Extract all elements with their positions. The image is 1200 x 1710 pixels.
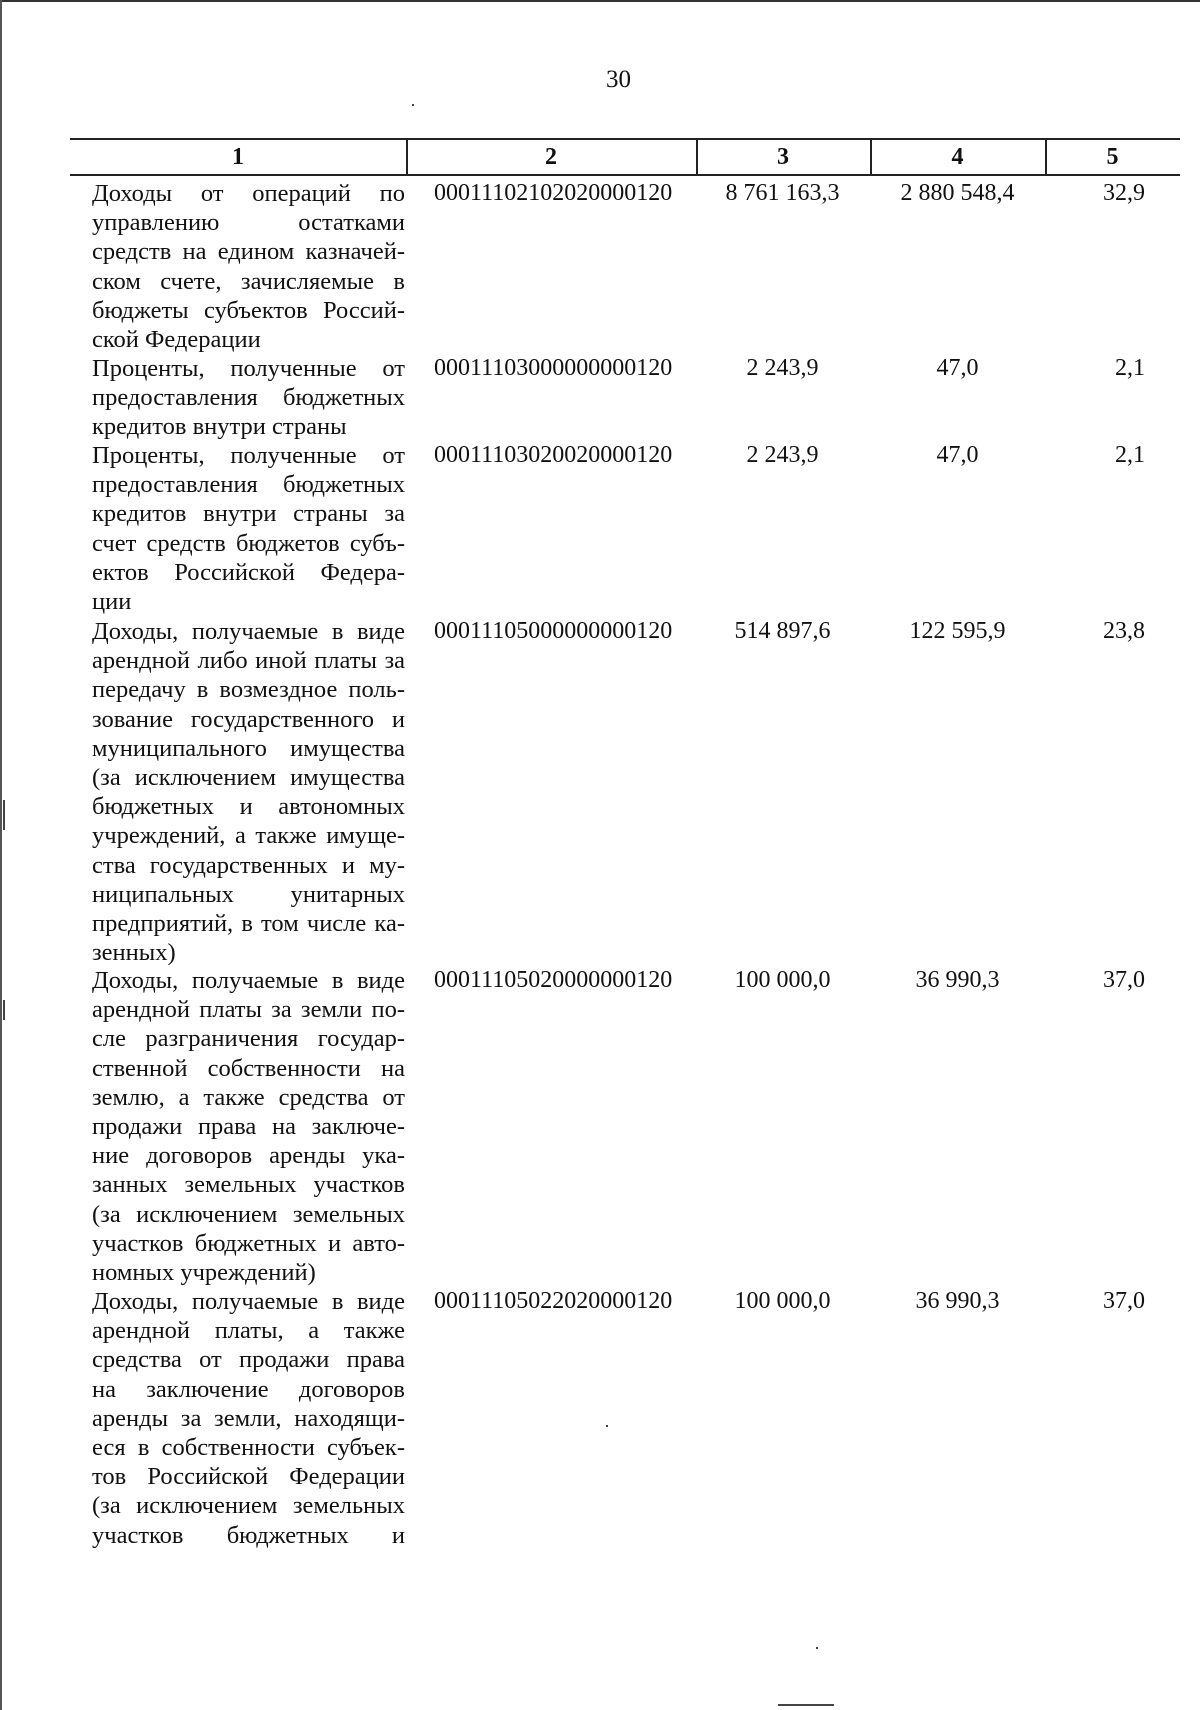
description-line: сле разграничения государ- xyxy=(92,1025,405,1053)
description-line: предприятий, в том числе ка- xyxy=(92,910,405,938)
row-percent-value: 2,1 xyxy=(1115,355,1145,381)
scan-speck xyxy=(606,1425,608,1427)
description-line: участков бюджетных и авто- xyxy=(92,1229,405,1257)
description-line: арендной платы за земли по- xyxy=(92,996,405,1024)
description-line: ции xyxy=(92,588,132,616)
description-line: аренды за земли, находящи- xyxy=(92,1404,405,1432)
description-line: зование государственного и xyxy=(92,705,405,733)
row-plan-value: 2 243,9 xyxy=(746,442,819,468)
header-col-1: 1 xyxy=(232,144,244,170)
description-line: управлению остатками xyxy=(92,209,405,237)
scan-speck xyxy=(778,1704,834,1706)
description-line: предоставления бюджетных xyxy=(92,384,405,412)
row-percent-value: 23,8 xyxy=(1103,618,1145,644)
description-line: ственной собственности на xyxy=(92,1054,405,1082)
description-line: еся в собственности субъек- xyxy=(92,1434,405,1462)
scan-speck xyxy=(816,1647,818,1649)
description-line: номных учреждений) xyxy=(92,1259,316,1287)
row-fact-value: 122 595,9 xyxy=(909,618,1006,644)
row-plan-value: 2 243,9 xyxy=(746,355,819,381)
description-line: кредитов внутри страны xyxy=(92,413,347,441)
row-description xyxy=(92,354,405,442)
row-code: 00011105000000000120 xyxy=(434,618,673,644)
description-line: землю, а также средства от xyxy=(92,1083,405,1111)
description-line: (за исключением земельных xyxy=(92,1200,405,1228)
description-line: средства от продажи права xyxy=(92,1346,405,1374)
description-line: Доходы, получаемые в виде xyxy=(92,1288,405,1315)
page-edge-top xyxy=(0,0,1200,2)
description-line: ской Федерации xyxy=(92,326,261,354)
scan-speck xyxy=(3,800,5,830)
page-number: 30 xyxy=(606,66,631,93)
row-description xyxy=(92,617,405,967)
header-col-2: 2 xyxy=(545,144,557,170)
row-fact-value: 47,0 xyxy=(936,442,979,468)
description-line: ском счете, зачисляемые в xyxy=(92,267,405,295)
row-description xyxy=(92,966,405,1287)
scan-speck xyxy=(412,104,414,106)
row-percent-value: 37,0 xyxy=(1103,1288,1145,1314)
header-col-4: 4 xyxy=(951,144,964,170)
row-fact-value: 36 990,3 xyxy=(915,1288,1000,1314)
row-code: 00011105022020000120 xyxy=(434,1288,673,1314)
description-line: кредитов внутри страны за xyxy=(92,500,405,528)
description-line: (за исключением имущества xyxy=(92,764,405,792)
description-line: ние договоров аренды ука- xyxy=(92,1142,405,1170)
description-line: счет средств бюджетов субъ- xyxy=(92,529,405,557)
row-plan-value: 514 897,6 xyxy=(734,618,831,644)
row-fact-value: 36 990,3 xyxy=(915,967,1000,993)
row-description xyxy=(92,441,405,616)
row-plan-value: 100 000,0 xyxy=(734,1288,831,1314)
description-line: Доходы, получаемые в виде xyxy=(92,618,405,645)
description-line: Доходы, получаемые в виде xyxy=(92,967,405,994)
description-line: ниципальных унитарных xyxy=(92,880,405,908)
description-line: Проценты, полученные от xyxy=(92,442,405,469)
row-description xyxy=(92,1287,405,1550)
header-col-3: 3 xyxy=(777,144,789,170)
row-percent-value: 32,9 xyxy=(1103,180,1145,206)
description-line: участков бюджетных и xyxy=(92,1521,405,1549)
description-line: средств на едином казначей- xyxy=(92,238,405,266)
description-line: бюджетных и автономных xyxy=(92,793,405,821)
description-line: тов Российской Федерации xyxy=(92,1463,405,1491)
description-line: зенных) xyxy=(92,939,176,967)
description-line: муниципального имущества xyxy=(92,734,405,762)
description-line: арендной либо иной платы за xyxy=(92,647,405,675)
description-line: ства государственных и му- xyxy=(92,851,405,879)
row-code: 00011103000000000120 xyxy=(434,355,673,381)
row-plan-value: 8 761 163,3 xyxy=(725,180,840,206)
description-line: Доходы от операций по xyxy=(92,180,405,207)
description-line: на заключение договоров xyxy=(92,1375,405,1403)
scan-speck xyxy=(3,1000,5,1020)
row-fact-value: 2 880 548,4 xyxy=(900,180,1015,206)
description-line: ектов Российской Федера- xyxy=(92,558,405,586)
row-plan-value: 100 000,0 xyxy=(734,967,831,993)
row-percent-value: 37,0 xyxy=(1103,967,1145,993)
row-description xyxy=(92,179,405,354)
description-line: учреждений, а также имуще- xyxy=(92,822,405,850)
row-percent-value: 2,1 xyxy=(1115,442,1145,468)
table-header xyxy=(70,138,1180,176)
row-code: 00011103020020000120 xyxy=(434,442,673,468)
description-line: бюджеты субъектов Россий- xyxy=(92,296,405,324)
header-col-5: 5 xyxy=(1106,144,1119,170)
page-edge-left xyxy=(0,0,2,1710)
row-code: 00011105020000000120 xyxy=(434,967,673,993)
description-line: продажи права на заключе- xyxy=(92,1113,405,1141)
description-line: передачу в возмездное поль- xyxy=(92,676,405,704)
description-line: занных земельных участков xyxy=(92,1171,405,1199)
description-line: предоставления бюджетных xyxy=(92,471,405,499)
description-line: Проценты, полученные от xyxy=(92,355,405,382)
row-code: 00011102102020000120 xyxy=(434,180,673,206)
description-line: арендной платы, а также xyxy=(92,1317,405,1345)
row-fact-value: 47,0 xyxy=(936,355,979,381)
description-line: (за исключением земельных xyxy=(92,1492,405,1520)
